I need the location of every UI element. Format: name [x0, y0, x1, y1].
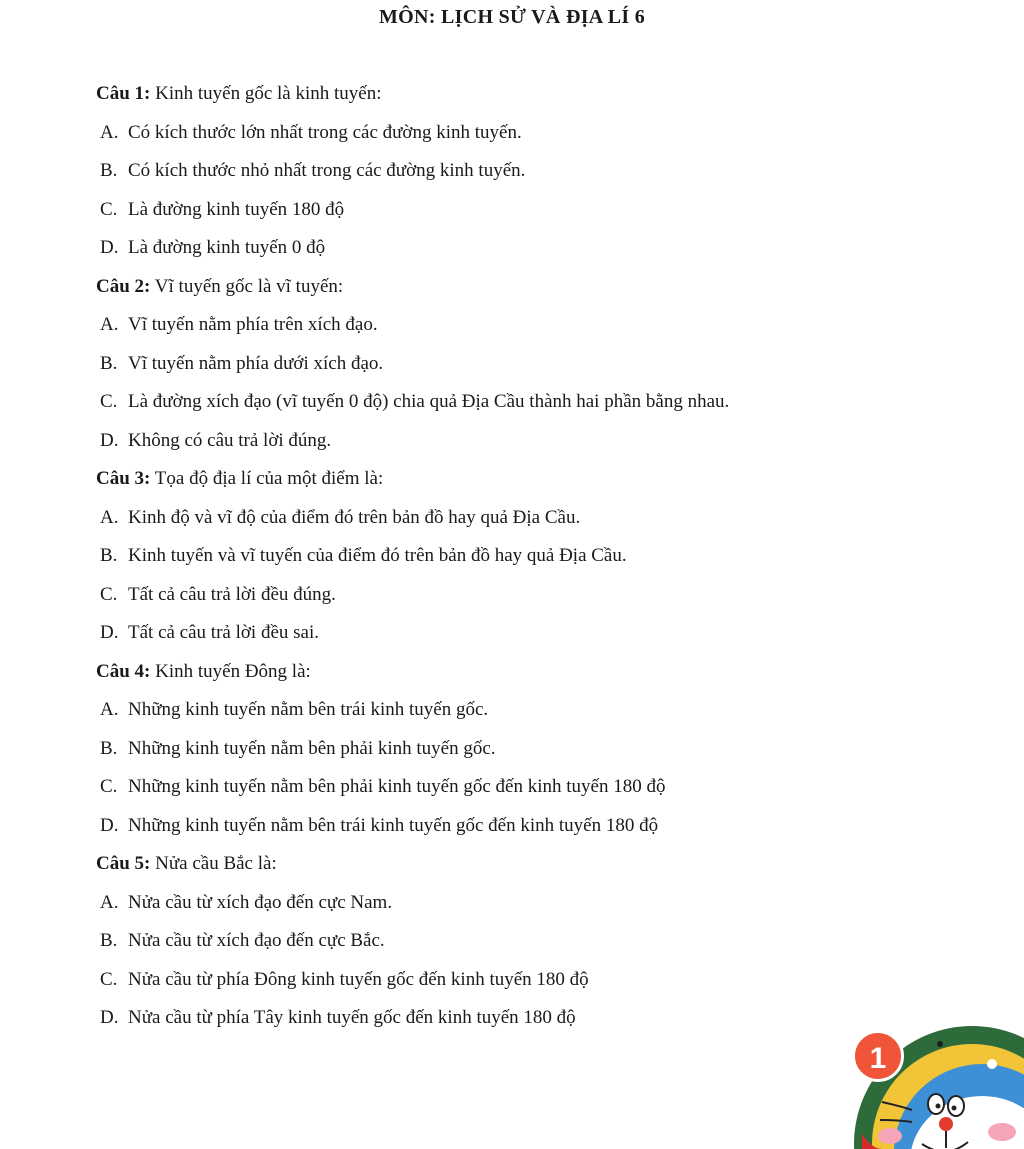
- option-a: [96, 502, 996, 541]
- option-text: Nửa cầu từ xích đạo đến cực Bắc.: [128, 930, 385, 951]
- page-title: MÔN: LỊCH SỬ VÀ ĐỊA LÍ 6: [378, 6, 646, 28]
- option-a: [96, 309, 996, 348]
- option-letter: D.: [100, 814, 119, 836]
- option-text: Kinh độ và vĩ độ của điểm đó trên bản đồ hay quả Địa Cầu.: [128, 506, 581, 528]
- question-4: [96, 656, 996, 849]
- option-b: [96, 540, 996, 579]
- option-a: [96, 887, 996, 926]
- option-letter: D.: [100, 1007, 119, 1028]
- option-text: Tất cả câu trả lời đều sai.: [128, 622, 319, 643]
- question-stem: [96, 271, 996, 310]
- option-c: [96, 771, 996, 810]
- question-stem: [96, 656, 996, 695]
- option-letter: C.: [100, 391, 118, 412]
- option-text: Kinh tuyến và vĩ tuyến của điểm đó trên bản đồ hay quả Địa Cầu.: [128, 545, 627, 566]
- option-text: Là đường kinh tuyến 180 độ: [128, 198, 345, 220]
- question-text: Nửa cầu Bắc là:: [155, 853, 277, 874]
- option-text: Vĩ tuyến nằm phía dưới xích đạo.: [128, 352, 384, 374]
- option-c: [96, 194, 996, 233]
- option-text: Không có câu trả lời đúng.: [128, 429, 332, 451]
- option-letter: B.: [100, 545, 118, 566]
- option-a: [96, 117, 996, 156]
- option-letter: C.: [100, 968, 118, 990]
- notification-badge: 1: [852, 1030, 904, 1082]
- option-letter: B.: [100, 737, 118, 759]
- option-letter: A.: [100, 506, 119, 528]
- option-letter: C.: [100, 198, 118, 220]
- question-text: Kinh tuyến Đông là:: [155, 660, 311, 682]
- option-c: [96, 386, 996, 425]
- question-number: Câu 5:: [96, 853, 151, 874]
- option-text: Những kinh tuyến nằm bên phải kinh tuyến gốc.: [128, 737, 496, 759]
- option-letter: D.: [100, 429, 119, 451]
- option-b: [96, 733, 996, 772]
- option-text: Có kích thước nhỏ nhất trong các đường kinh tuyến.: [128, 160, 526, 181]
- question-5: [96, 848, 996, 1041]
- question-number: Câu 1:: [96, 83, 151, 104]
- question-2: [96, 271, 996, 464]
- question-stem: [96, 78, 996, 117]
- option-letter: A.: [100, 121, 119, 143]
- option-d: [96, 425, 996, 464]
- question-stem: [96, 463, 996, 502]
- option-letter: C.: [100, 776, 118, 797]
- question-stem: [96, 848, 996, 887]
- question-text: Vĩ tuyến gốc là vĩ tuyến:: [154, 275, 344, 297]
- option-d: [96, 617, 996, 656]
- option-b: [96, 155, 996, 194]
- option-letter: D.: [100, 237, 119, 258]
- option-c: [96, 964, 996, 1003]
- option-letter: A.: [100, 314, 119, 335]
- option-text: Nửa cầu từ xích đạo đến cực Nam.: [128, 891, 393, 913]
- option-b: [96, 348, 996, 387]
- option-letter: A.: [100, 699, 119, 720]
- question-list: [96, 78, 996, 1041]
- option-letter: D.: [100, 622, 119, 643]
- option-b: [96, 925, 996, 964]
- option-text: Vĩ tuyến nằm phía trên xích đạo.: [128, 314, 378, 335]
- option-text: Những kinh tuyến nằm bên trái kinh tuyến gốc đến kinh tuyến 180 độ: [128, 814, 659, 836]
- question-1: [96, 78, 996, 271]
- question-number: Câu 4:: [96, 660, 151, 682]
- option-text: Những kinh tuyến nằm bên trái kinh tuyến gốc.: [128, 699, 489, 720]
- question-number: Câu 2:: [96, 275, 151, 297]
- question-3: [96, 463, 996, 656]
- option-letter: B.: [100, 930, 118, 951]
- option-text: Là đường kinh tuyến 0 độ: [128, 237, 326, 258]
- option-text: Nửa cầu từ phía Tây kinh tuyến gốc đến kinh tuyến 180 độ: [128, 1007, 576, 1028]
- question-number: Câu 3:: [96, 468, 151, 489]
- option-a: [96, 694, 996, 733]
- option-d: [96, 810, 996, 849]
- option-letter: C.: [100, 583, 118, 605]
- option-text: Những kinh tuyến nằm bên phải kinh tuyến gốc đến kinh tuyến 180 độ: [128, 776, 666, 797]
- option-letter: B.: [100, 160, 118, 181]
- option-d: [96, 232, 996, 271]
- option-text: Là đường xích đạo (vĩ tuyến 0 độ) chia quả Địa Cầu thành hai phần bằng nhau.: [128, 391, 730, 412]
- option-c: [96, 579, 996, 618]
- option-letter: A.: [100, 891, 119, 913]
- option-letter: B.: [100, 352, 118, 374]
- option-text: Có kích thước lớn nhất trong các đường kinh tuyến.: [128, 121, 522, 143]
- question-text: Tọa độ địa lí của một điểm là:: [154, 468, 384, 489]
- option-text: Nửa cầu từ phía Đông kinh tuyến gốc đến kinh tuyến 180 độ: [128, 968, 589, 990]
- question-text: Kinh tuyến gốc là kinh tuyến:: [155, 83, 382, 104]
- option-text: Tất cả câu trả lời đều đúng.: [128, 583, 336, 605]
